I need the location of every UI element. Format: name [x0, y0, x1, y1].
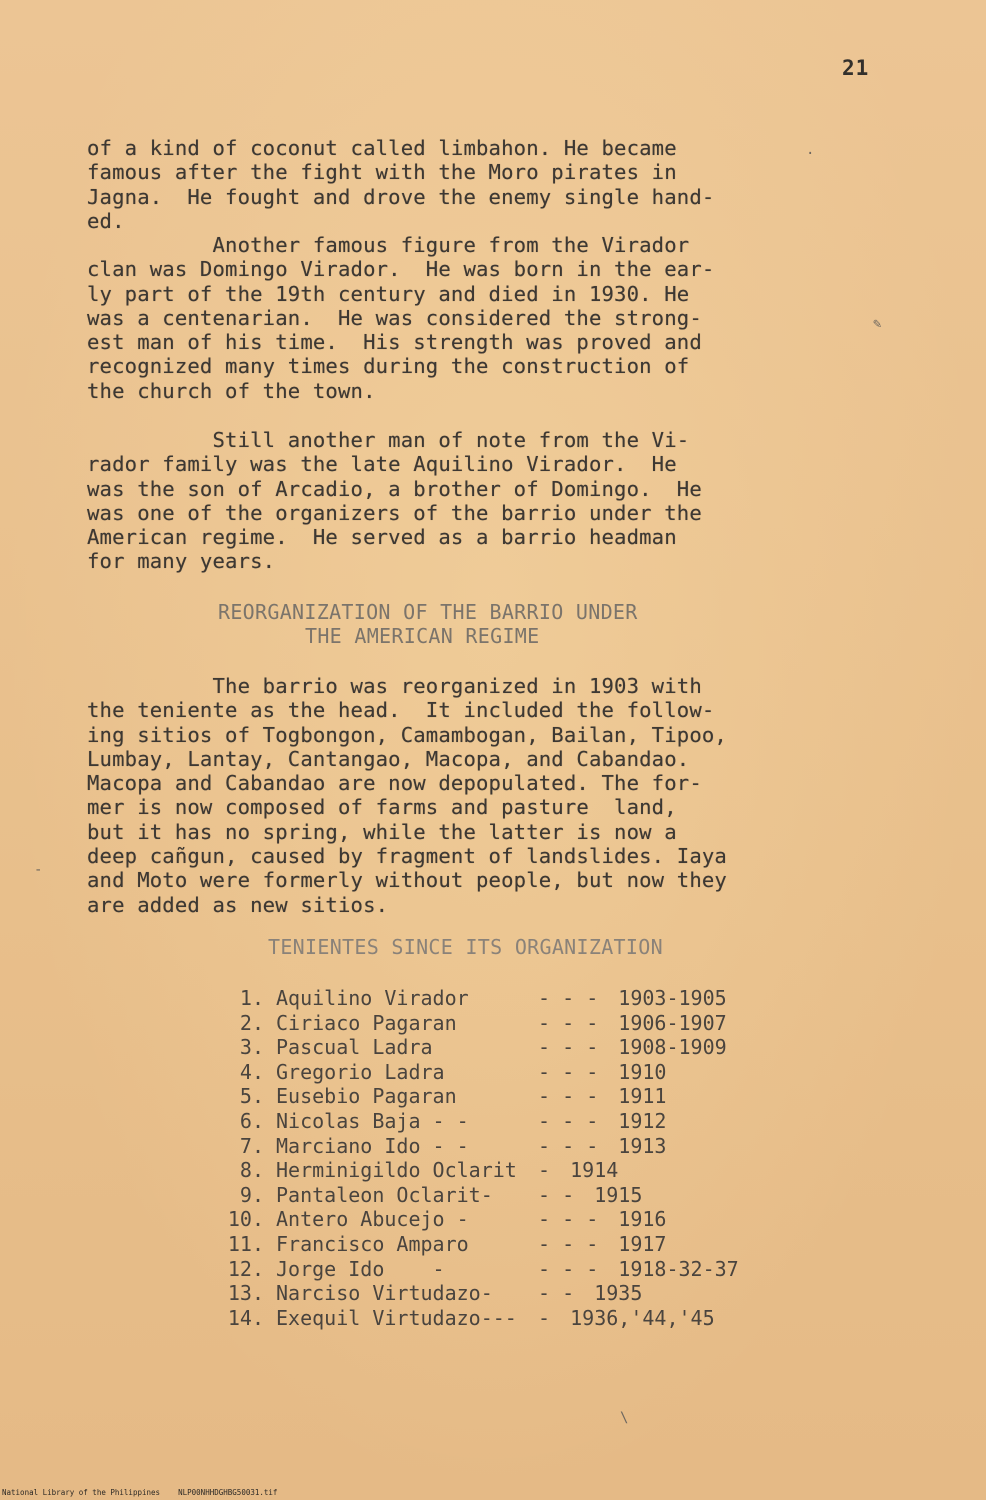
tenientes-heading: TENIENTES SINCE ITS ORGANIZATION: [268, 935, 663, 959]
stray-mark: \: [620, 1410, 629, 1426]
list-item: 8. Herminigildo Oclarit - 1914: [239, 1158, 619, 1183]
paragraph-aquilino-virador: Still another man of note from the Vi- rador family was the late Aquilino Virador. He was the son of Arcadio, a brother of Domingo. He was one of the organizers of the barrio under the American regime. He served as a barrio headman for many years.: [87, 428, 702, 574]
list-item: 3. Pascual Ladra - - - 1908-1909: [239, 1035, 727, 1060]
list-item: 7. Marciano Ido - - - - - 1913: [239, 1133, 667, 1158]
list-item: 9. Pantaleon Oclarit- - - 1915: [239, 1182, 643, 1207]
list-item: 1. Aquilino Virador - - - 1903-1905: [239, 986, 727, 1010]
section-heading-line1: REORGANIZATION OF THE BARRIO UNDER: [218, 600, 638, 624]
stray-mark: -: [34, 862, 43, 878]
tenientes-list: [220, 986, 739, 1330]
list-item: 6. Nicolas Baja - - - - - 1912: [239, 1108, 667, 1133]
page-number: 21: [842, 56, 870, 80]
scan-footer: National Library of the Philippines NLP00NHHDGHBG50031.tif: [2, 1488, 278, 1497]
list-item: 14. Exequil Virtudazo--- - 1936,'44,'45: [227, 1305, 715, 1330]
section-heading-line2: THE AMERICAN REGIME: [305, 624, 540, 648]
list-item: 5. Eusebio Pagaran - - - 1911: [239, 1084, 667, 1109]
list-item: 4. Gregorio Ladra - - - 1910: [239, 1059, 667, 1084]
paragraph-domingo-virador: Another famous figure from the Virador clan was Domingo Virador. He was born in the ear- ly part of the 19th century and died in 1930. He was a centenarian. He was considered the strong- est man of his time. His strength was proved and recognized many times during the construction of the church of the town.: [87, 233, 715, 403]
stray-mark: ✎: [873, 316, 882, 332]
stray-mark: ·: [806, 146, 815, 162]
list-item: 10. Antero Abucejo - - - - 1916: [227, 1207, 667, 1232]
list-item: 11. Francisco Amparo - - - 1917: [227, 1231, 667, 1256]
list-item: 12. Jorge Ido - - - - 1918-32-37: [227, 1256, 739, 1281]
paragraph-limbahon: of a kind of coconut called limbahon. He became famous after the fight with the Moro pirates in Jagna. He fought and drove the enemy single hand- ed.: [87, 136, 715, 233]
list-item: 13. Narciso Virtudazo- - - 1935: [227, 1281, 643, 1306]
list-item: 2. Ciriaco Pagaran - - - 1906-1907: [239, 1010, 727, 1035]
paragraph-reorganization: The barrio was reorganized in 1903 with the teniente as the head. It included the follow- ing sitios of Togbongon, Camambogan, Bailan, Tipoo, Lumbay, Lantay, Cantangao, Macopa, and Cabandao. Macopa and Cabandao are now depopulated. The for- mer is now composed of farms and pasture land, but it has no spring, while the latter is now a deep cañgun, caused by fragment of landslides. Iaya and Moto were formerly without people, but now they are added as new sitios.: [87, 674, 727, 917]
